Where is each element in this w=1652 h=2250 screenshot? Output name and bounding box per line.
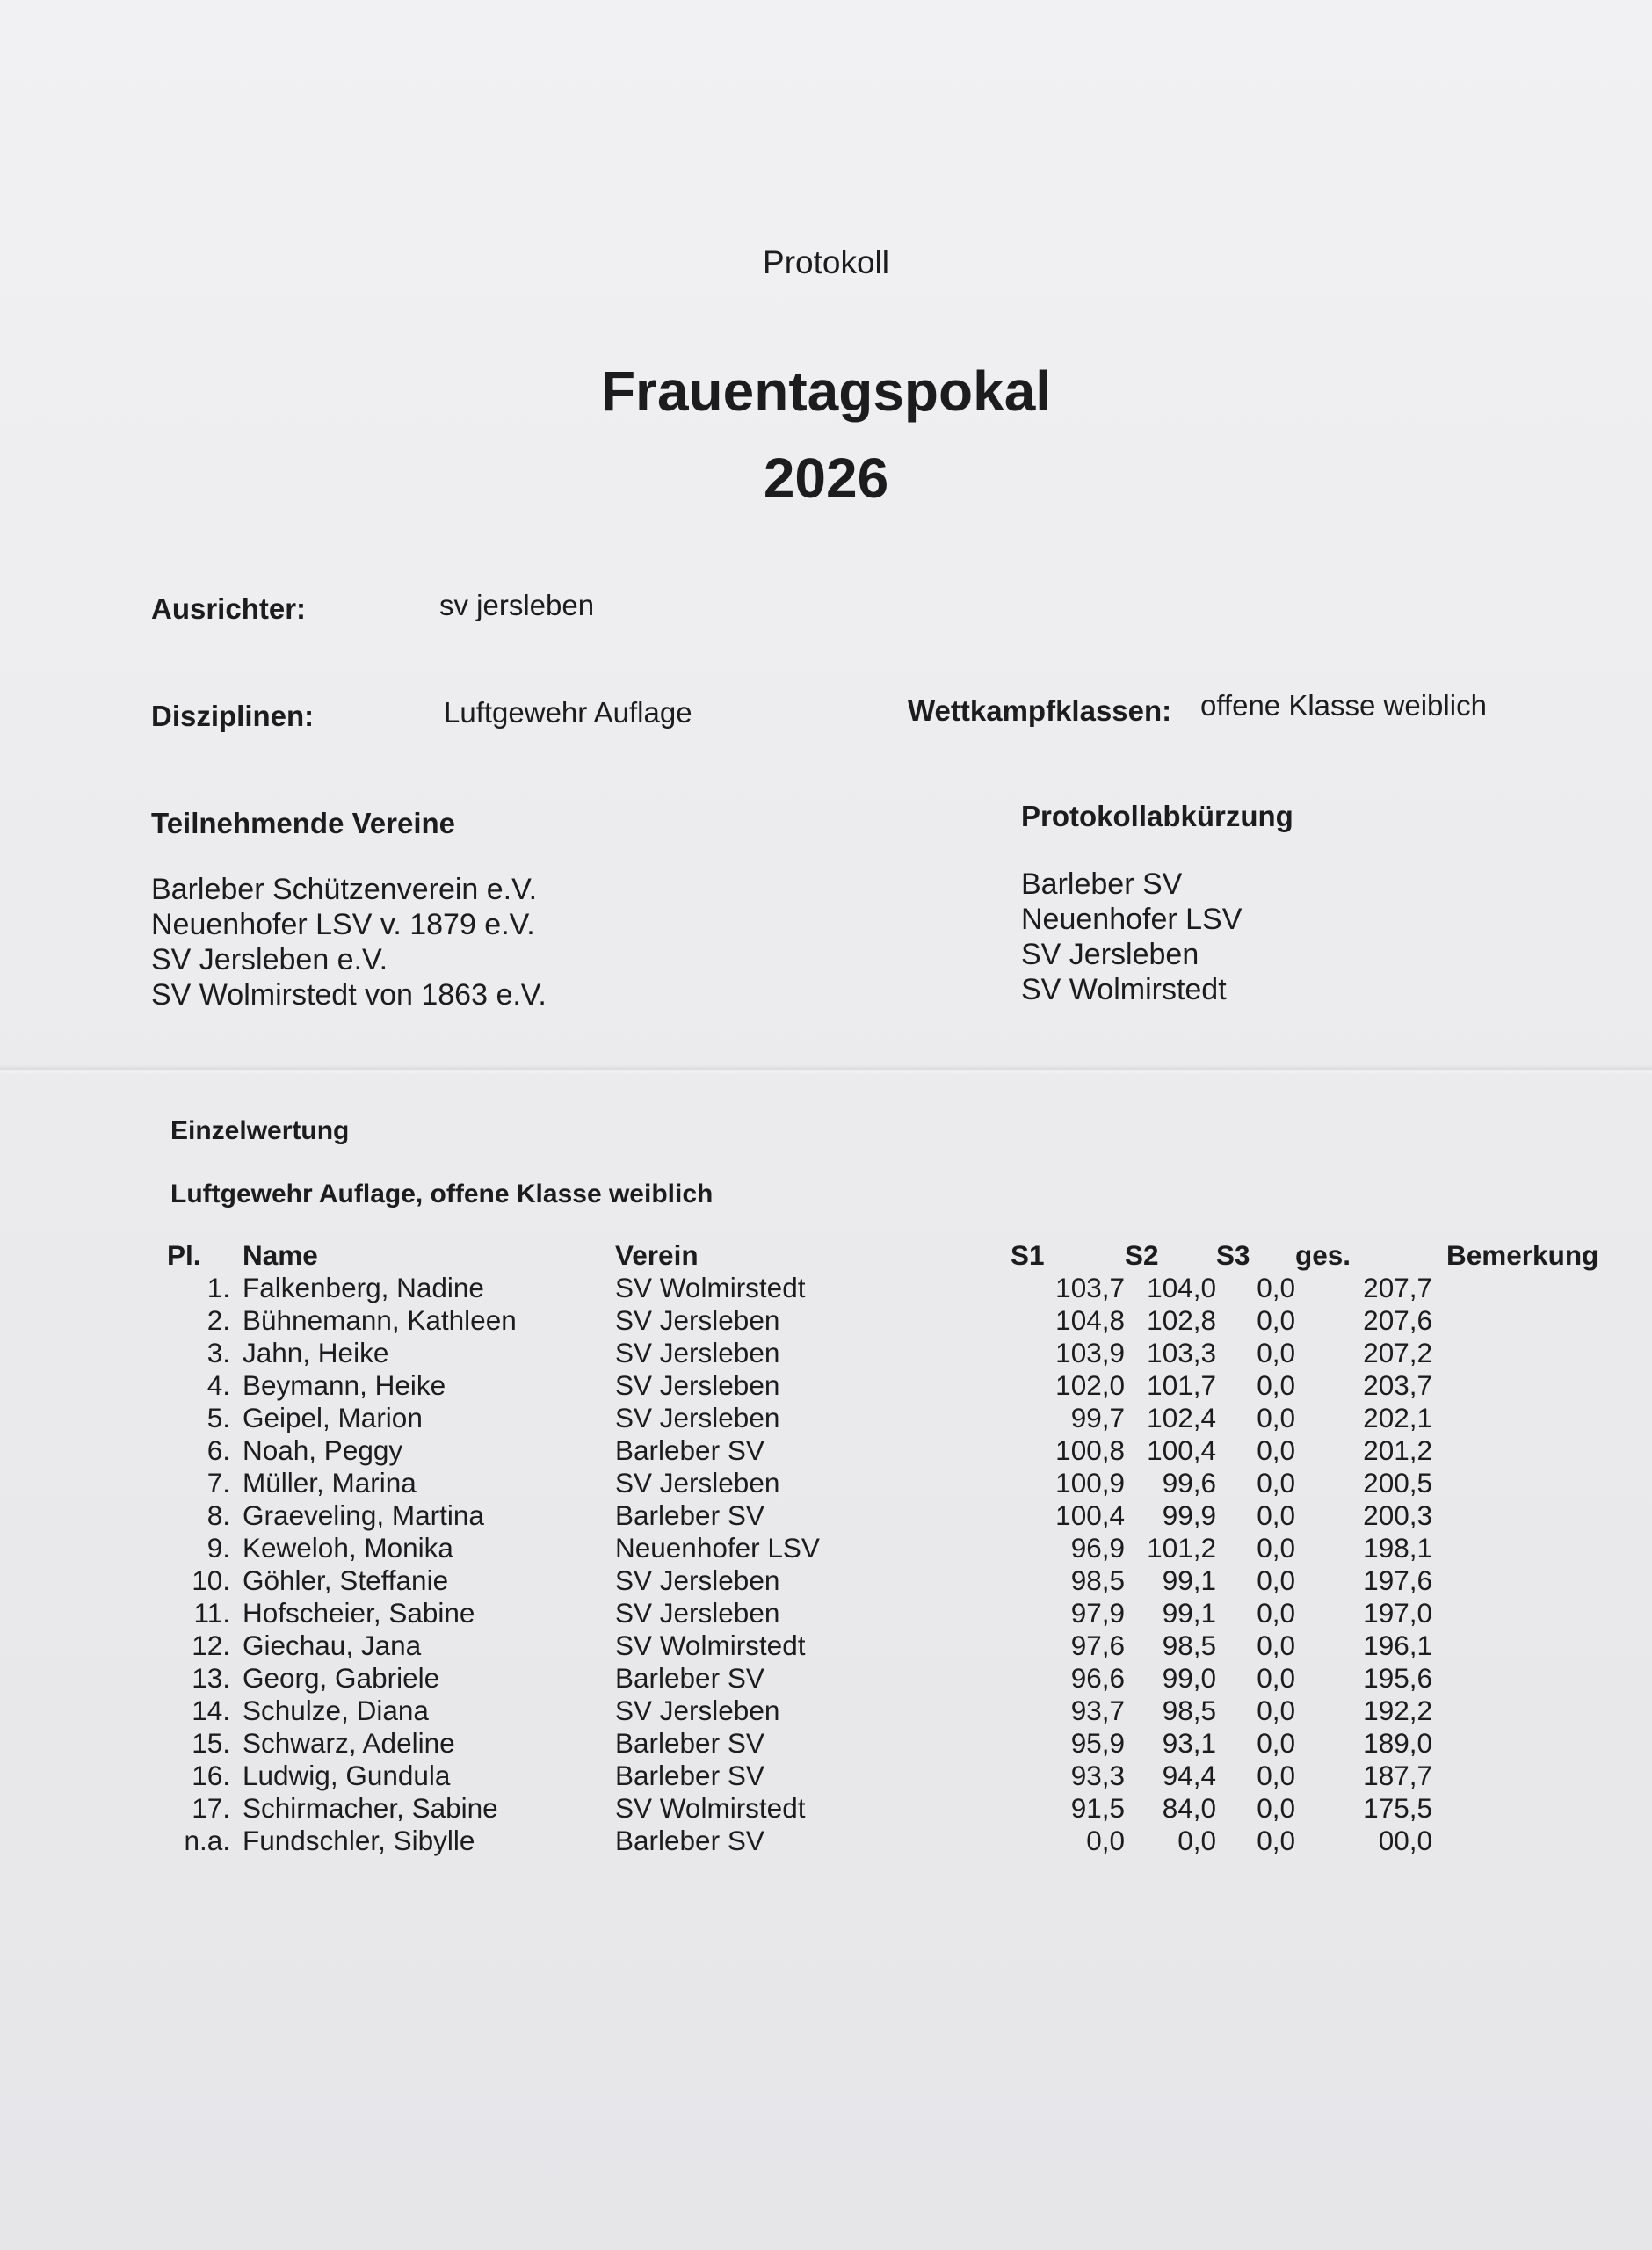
- club-cell: SV Jersleben: [615, 1467, 780, 1499]
- total-cell: 201,2: [1363, 1434, 1432, 1466]
- column-header-club: Verein: [615, 1239, 699, 1271]
- disziplinen-value: Luftgewehr Auflage: [444, 696, 692, 729]
- table-row: [167, 1662, 1631, 1695]
- s3-cell: 0,0: [1257, 1792, 1295, 1824]
- s2-cell: 103,3: [1147, 1337, 1216, 1368]
- note-cell: [1432, 1369, 1631, 1402]
- s2-cell: 93,1: [1162, 1727, 1216, 1759]
- paper-fold-line: [0, 1065, 1652, 1074]
- s2-cell: 99,1: [1162, 1597, 1216, 1629]
- club-cell: SV Wolmirstedt: [615, 1629, 806, 1661]
- s1-cell: 103,7: [1055, 1272, 1125, 1303]
- s3-cell: 0,0: [1257, 1629, 1295, 1661]
- table-row: [167, 1727, 1631, 1760]
- abbreviation-heading: Protokollabkürzung: [1021, 800, 1293, 832]
- place-cell: 16.: [192, 1760, 230, 1791]
- note-cell: [1432, 1272, 1631, 1304]
- note-cell: [1432, 1564, 1631, 1597]
- s2-cell: 102,4: [1147, 1402, 1216, 1433]
- total-cell: 175,5: [1363, 1792, 1432, 1824]
- place-cell: 10.: [192, 1564, 230, 1596]
- s3-cell: 0,0: [1257, 1597, 1295, 1629]
- place-cell: 7.: [206, 1467, 230, 1499]
- club-cell: Barleber SV: [615, 1434, 764, 1466]
- s2-cell: 84,0: [1162, 1792, 1216, 1824]
- results-table: [167, 1239, 1631, 1857]
- name-cell: Graeveling, Martina: [243, 1499, 484, 1531]
- place-cell: 13.: [192, 1662, 230, 1694]
- note-cell: [1432, 1434, 1631, 1467]
- total-cell: 207,7: [1363, 1272, 1432, 1303]
- s3-cell: 0,0: [1257, 1369, 1295, 1401]
- total-cell: 202,1: [1363, 1402, 1432, 1433]
- s3-cell: 0,0: [1257, 1695, 1295, 1726]
- total-cell: 198,1: [1363, 1532, 1432, 1564]
- table-row: [167, 1304, 1631, 1337]
- name-cell: Georg, Gabriele: [243, 1662, 440, 1694]
- note-cell: [1432, 1695, 1631, 1727]
- table-row: [167, 1467, 1631, 1499]
- club-cell: Neuenhofer LSV: [615, 1532, 820, 1564]
- s3-cell: 0,0: [1257, 1662, 1295, 1694]
- document-year: 2026: [763, 446, 889, 510]
- table-row: [167, 1760, 1631, 1792]
- s1-cell: 104,8: [1055, 1304, 1125, 1336]
- s1-cell: 100,4: [1055, 1499, 1125, 1531]
- column-header-s2: S2: [1125, 1239, 1159, 1271]
- place-cell: 3.: [206, 1337, 230, 1368]
- note-cell: [1432, 1629, 1631, 1662]
- s1-cell: 95,9: [1070, 1727, 1125, 1759]
- wettkampfklassen-value: offene Klasse weiblich: [1200, 689, 1487, 722]
- s3-cell: 0,0: [1257, 1532, 1295, 1564]
- place-cell: 4.: [206, 1369, 230, 1401]
- s2-cell: 101,7: [1147, 1369, 1216, 1401]
- club-cell: SV Jersleben: [615, 1369, 780, 1401]
- s3-cell: 0,0: [1257, 1825, 1295, 1856]
- column-header-total: ges.: [1295, 1239, 1351, 1271]
- place-cell: 11.: [193, 1597, 230, 1629]
- s3-cell: 0,0: [1257, 1304, 1295, 1336]
- s2-cell: 99,1: [1162, 1564, 1216, 1596]
- table-row: [167, 1564, 1631, 1597]
- name-cell: Müller, Marina: [243, 1467, 417, 1499]
- place-cell: 6.: [206, 1434, 230, 1466]
- place-cell: 8.: [206, 1499, 230, 1531]
- document-title: Frauentagspokal: [600, 359, 1052, 423]
- name-cell: Noah, Peggy: [243, 1434, 403, 1466]
- s1-cell: 98,5: [1070, 1564, 1125, 1596]
- note-cell: [1432, 1499, 1631, 1532]
- s2-cell: 94,4: [1162, 1760, 1216, 1791]
- total-cell: 192,2: [1363, 1695, 1432, 1726]
- list-item: Neuenhofer LSV v. 1879 e.V.: [151, 908, 535, 941]
- club-cell: SV Jersleben: [615, 1695, 780, 1726]
- club-cell: SV Jersleben: [615, 1597, 780, 1629]
- note-cell: [1432, 1760, 1631, 1792]
- total-cell: 197,0: [1363, 1597, 1432, 1629]
- name-cell: Beymann, Heike: [243, 1369, 446, 1401]
- total-cell: 200,3: [1363, 1499, 1432, 1531]
- s3-cell: 0,0: [1257, 1402, 1295, 1433]
- name-cell: Fundschler, Sibylle: [243, 1825, 475, 1856]
- column-header-s1: S1: [1011, 1239, 1045, 1271]
- club-cell: SV Jersleben: [615, 1564, 780, 1596]
- table-row: [167, 1629, 1631, 1662]
- column-header-note: Bemerkung: [1446, 1239, 1599, 1271]
- subsection-heading: Luftgewehr Auflage, offene Klasse weiblich: [170, 1179, 714, 1208]
- wettkampfklassen-label: Wettkampfklassen:: [908, 694, 1172, 727]
- place-cell: n.a.: [184, 1825, 230, 1856]
- s2-cell: 0,0: [1177, 1825, 1216, 1856]
- abbreviations-list: [1021, 867, 1242, 1007]
- table-row: [167, 1337, 1631, 1369]
- list-item: SV Wolmirstedt: [1021, 973, 1227, 1006]
- list-item: SV Jersleben: [1021, 938, 1199, 971]
- name-cell: Falkenberg, Nadine: [243, 1272, 484, 1303]
- s3-cell: 0,0: [1257, 1467, 1295, 1499]
- place-cell: 1.: [206, 1272, 230, 1303]
- note-cell: [1432, 1337, 1631, 1369]
- name-cell: Schirmacher, Sabine: [243, 1792, 498, 1824]
- s2-cell: 98,5: [1162, 1629, 1216, 1661]
- column-header-name: Name: [243, 1239, 318, 1271]
- note-cell: [1432, 1402, 1631, 1434]
- disziplinen-label: Disziplinen:: [151, 700, 315, 732]
- table-row: [167, 1369, 1631, 1402]
- column-header-pl: Pl.: [167, 1239, 201, 1271]
- list-item: Barleber Schützenverein e.V.: [151, 873, 538, 906]
- participants-list: [151, 872, 547, 1012]
- note-cell: [1432, 1597, 1631, 1629]
- list-item: SV Wolmirstedt von 1863 e.V.: [151, 978, 547, 1012]
- name-cell: Geipel, Marion: [243, 1402, 423, 1433]
- total-cell: 203,7: [1363, 1369, 1432, 1401]
- table-row: [167, 1499, 1631, 1532]
- total-cell: 00,0: [1378, 1825, 1432, 1856]
- name-cell: Schwarz, Adeline: [243, 1727, 455, 1759]
- name-cell: Keweloh, Monika: [243, 1532, 453, 1564]
- name-cell: Jahn, Heike: [243, 1337, 389, 1368]
- total-cell: 189,0: [1363, 1727, 1432, 1759]
- section-heading: Einzelwertung: [170, 1116, 350, 1145]
- s2-cell: 104,0: [1147, 1272, 1216, 1303]
- club-cell: SV Jersleben: [615, 1337, 780, 1368]
- s3-cell: 0,0: [1257, 1727, 1295, 1759]
- table-row: [167, 1597, 1631, 1629]
- table-row: [167, 1272, 1631, 1304]
- place-cell: 15.: [192, 1727, 230, 1759]
- club-cell: Barleber SV: [615, 1499, 764, 1531]
- name-cell: Hofscheier, Sabine: [243, 1597, 475, 1629]
- note-cell: [1432, 1662, 1631, 1695]
- s2-cell: 98,5: [1162, 1695, 1216, 1726]
- s1-cell: 103,9: [1055, 1337, 1125, 1368]
- s2-cell: 101,2: [1147, 1532, 1216, 1564]
- club-cell: Barleber SV: [615, 1727, 764, 1759]
- note-cell: [1432, 1727, 1631, 1760]
- s1-cell: 93,7: [1070, 1695, 1125, 1726]
- s2-cell: 99,0: [1162, 1662, 1216, 1694]
- total-cell: 200,5: [1363, 1467, 1432, 1499]
- s1-cell: 93,3: [1070, 1760, 1125, 1791]
- club-cell: Barleber SV: [615, 1662, 764, 1694]
- club-cell: SV Wolmirstedt: [615, 1792, 806, 1824]
- s1-cell: 102,0: [1055, 1369, 1125, 1401]
- table-header-row: [167, 1239, 1631, 1272]
- club-cell: SV Jersleben: [615, 1304, 780, 1336]
- total-cell: 207,6: [1363, 1304, 1432, 1336]
- total-cell: 207,2: [1363, 1337, 1432, 1368]
- note-cell: [1432, 1532, 1631, 1564]
- s2-cell: 99,9: [1162, 1499, 1216, 1531]
- s1-cell: 100,9: [1055, 1467, 1125, 1499]
- note-cell: [1432, 1792, 1631, 1825]
- list-item: SV Jersleben e.V.: [151, 943, 388, 976]
- s3-cell: 0,0: [1257, 1760, 1295, 1791]
- place-cell: 9.: [206, 1532, 230, 1564]
- list-item: Barleber SV: [1021, 867, 1183, 901]
- place-cell: 14.: [192, 1695, 230, 1726]
- total-cell: 197,6: [1363, 1564, 1432, 1596]
- s3-cell: 0,0: [1257, 1272, 1295, 1303]
- name-cell: Ludwig, Gundula: [243, 1760, 451, 1791]
- s3-cell: 0,0: [1257, 1337, 1295, 1368]
- place-cell: 2.: [206, 1304, 230, 1336]
- name-cell: Göhler, Steffanie: [243, 1564, 449, 1596]
- club-cell: Barleber SV: [615, 1760, 764, 1791]
- table-row: [167, 1434, 1631, 1467]
- table-row: [167, 1402, 1631, 1434]
- s1-cell: 99,7: [1070, 1402, 1125, 1433]
- s1-cell: 96,6: [1070, 1662, 1125, 1694]
- list-item: Neuenhofer LSV: [1021, 903, 1243, 936]
- table-row: [167, 1532, 1631, 1564]
- table-row: [167, 1695, 1631, 1727]
- total-cell: 195,6: [1363, 1662, 1432, 1694]
- s2-cell: 102,8: [1147, 1304, 1216, 1336]
- table-row: [167, 1792, 1631, 1825]
- column-header-s3: S3: [1216, 1239, 1250, 1271]
- s3-cell: 0,0: [1257, 1564, 1295, 1596]
- s1-cell: 0,0: [1086, 1825, 1125, 1856]
- place-cell: 12.: [192, 1629, 230, 1661]
- place-cell: 17.: [192, 1792, 230, 1824]
- club-cell: SV Jersleben: [615, 1402, 780, 1433]
- name-cell: Schulze, Diana: [243, 1695, 429, 1726]
- s1-cell: 97,6: [1070, 1629, 1125, 1661]
- s1-cell: 100,8: [1055, 1434, 1125, 1466]
- s2-cell: 100,4: [1147, 1434, 1216, 1466]
- name-cell: Bühnemann, Kathleen: [243, 1304, 517, 1336]
- participants-heading: Teilnehmende Vereine: [151, 807, 456, 839]
- club-cell: SV Wolmirstedt: [615, 1272, 806, 1303]
- total-cell: 196,1: [1363, 1629, 1432, 1661]
- note-cell: [1432, 1825, 1631, 1857]
- s2-cell: 99,6: [1162, 1467, 1216, 1499]
- name-cell: Giechau, Jana: [243, 1629, 422, 1661]
- results-body: [167, 1272, 1631, 1857]
- document-type: Protokoll: [763, 244, 889, 280]
- note-cell: [1432, 1304, 1631, 1337]
- s1-cell: 96,9: [1070, 1532, 1125, 1564]
- s3-cell: 0,0: [1257, 1434, 1295, 1466]
- s1-cell: 97,9: [1070, 1597, 1125, 1629]
- s1-cell: 91,5: [1070, 1792, 1125, 1824]
- ausrichter-value: sv jersleben: [439, 589, 595, 621]
- place-cell: 5.: [206, 1402, 230, 1433]
- total-cell: 187,7: [1363, 1760, 1432, 1791]
- note-cell: [1432, 1467, 1631, 1499]
- table-row: [167, 1825, 1631, 1857]
- s3-cell: 0,0: [1257, 1499, 1295, 1531]
- ausrichter-label: Ausrichter:: [151, 592, 307, 625]
- club-cell: Barleber SV: [615, 1825, 764, 1856]
